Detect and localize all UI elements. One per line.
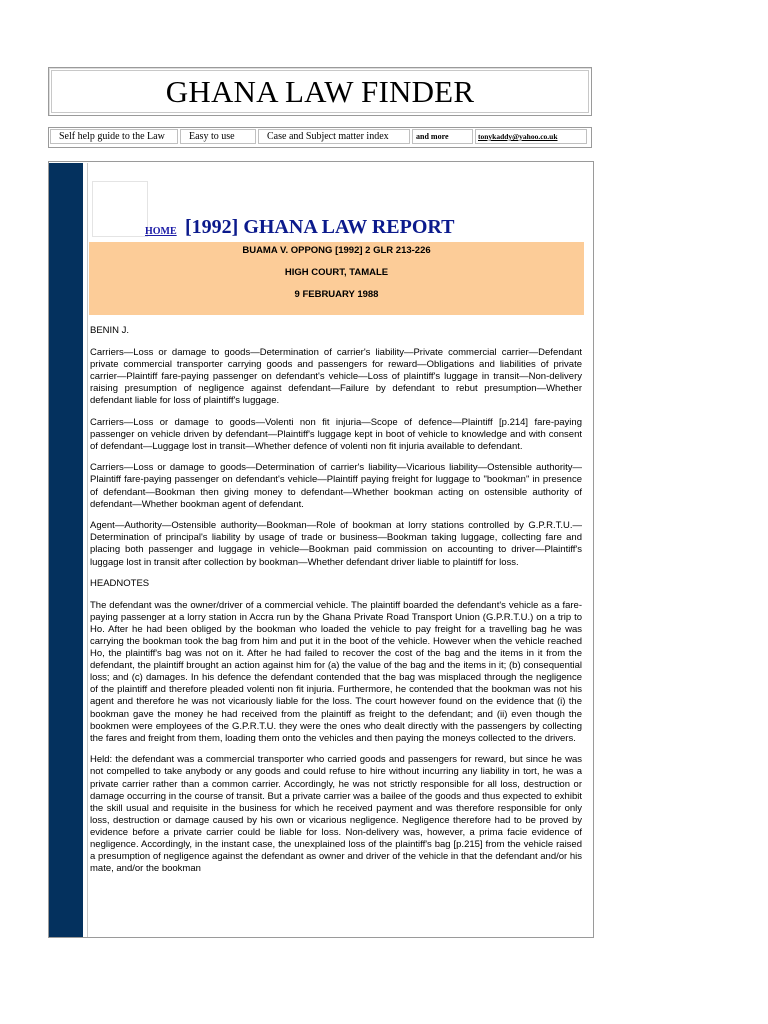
judge-name: BENIN J. — [90, 325, 130, 336]
left-sidebar — [49, 163, 83, 937]
nav-and-more[interactable]: and more — [412, 129, 473, 144]
case-header — [89, 242, 584, 315]
catchword-paragraph: Carriers—Loss or damage to goods—Determination of carrier's liability—Vicarious liability—Ostensible authority—Plaintiff fare-paying passenger on defendant's vehicle—Plaintiff paying freight for luggage to "bookman" in presence of defendant—Bookman then giving money to defendant—Whether bookman acting on ostensible authority of defendant—Whether bookman agent of defendant. — [90, 462, 582, 510]
nav-case-index[interactable]: Case and Subject matter index — [258, 129, 410, 144]
catchword-paragraph: Carriers—Loss or damage to goods—Volenti non fit injuria—Scope of defence—Plaintiff [p.214] fare-paying passenger on vehicle driven by defendant—Plaintiff's luggage kept in boot of vehicle to knowledge and with consent of defendant—Luggage lost in transit—Whether defence of volenti non fit injuria available to defendant. — [90, 416, 582, 452]
nav-bar — [48, 127, 592, 148]
catchword-paragraph: Carriers—Loss or damage to goods—Determination of carrier's liability—Private commercial carrier—Defendant private commercial transporter carrying goods and passengers for reward—Obligations and liabilities of private carrier—Plaintiff fare-paying passenger on defendant's vehicle—Loss of plaintiff's luggage in transit—Non-delivery raising presumption of negligence against defendant—Failure by defendant to rebut presumption—Whether defendant liable for loss of plaintiff's luggage. — [90, 346, 582, 406]
main-column — [87, 163, 590, 937]
catchword-paragraph: Agent—Authority—Ostensible authority—Bookman—Role of bookman at lorry stations controlled by G.P.R.T.U.—Determination of principal's liability by usage of trade or business—Bookman taking luggage, collecting fare and placing both passenger and luggage in vehicle—Bookman paid commission on accounting to driver—Plaintiff's luggage lost in transit after collection by bookman—Whether defendant driver liable to plaintiff for loss. — [90, 520, 582, 568]
nav-easy-to-use[interactable]: Easy to use — [180, 129, 256, 144]
site-title-box — [48, 67, 592, 116]
report-title: [1992] GHANA LAW REPORT — [185, 216, 455, 238]
case-court: HIGH COURT, TAMALE — [284, 267, 389, 278]
site-title: GHANA LAW FINDER — [165, 74, 475, 109]
headnotes-label: HEADNOTES — [90, 578, 150, 590]
case-date: 9 FEBRUARY 1988 — [294, 289, 379, 300]
home-link[interactable]: HOME — [145, 226, 177, 237]
nav-self-help-guide[interactable]: Self help guide to the Law — [50, 129, 178, 144]
headnote-paragraph: The defendant was the owner/driver of a commercial vehicle. The plaintiff boarded the defendant's vehicle as a fare-paying passenger at a lorry station in Accra run by the Ghana Private Road Transport Union (G.P.R.T.U.) on a trip to Ho. After he had been obliged by the bookman who loaded the vehicle to pay freight for a travelling bag he was carrying the bookman took the bag from him and put it in the boot of the vehicle. However when the vehicle reached Ho, the plaintiff's bag was not on it. After he had failed to recover the cost of the bag and the items in it from the defendant, the plaintiff brought an action against him for (a) the value of the bag and the items in it; (b) consequential loss; and (c) damages. In his defence the defendant contended that the bag was misplaced through the negligence of the plaintiff and therefore pleaded volenti non fit injuria. Furthermore, he contended that the bookman was not his agent and therefore he was not vicariously liable for the loss. The court however found on the evidence that (i) the bookman gave the money he had received from the plaintiff as freight to the defendant; and (ii) even though the bookmen were employees of the G.P.R.T.U. they were the ones who dealt directly with the passengers by collecting the fares and freight from them, loading them onto the vehicles and then paying the moneys collected to the drivers. — [90, 599, 582, 744]
content-frame — [48, 161, 594, 938]
case-citation: BUAMA V. OPPONG [1992] 2 GLR 213-226 — [242, 245, 431, 256]
nav-email-link[interactable]: tonykaddy@yahoo.co.uk — [475, 129, 587, 144]
judgment-body — [90, 325, 582, 885]
held-paragraph: Held: the defendant was a commercial transporter who carried goods and passengers for reward, but since he was not compelled to take anybody or any goods and could refuse to hire without incurring any liability in tort, he was a private carrier rather than a common carrier. Accordingly, he was not strictly responsible for all loss, destruction or damage occurring in the course of transit. But a private carrier was a bailee of the goods and thus expected to exhibit the skill usual and requisite in the business for which he received payment and was therefore responsible for only loss, destruction or damage caused by his own or vicarious negligence. Negligence therefore had to be proved by evidence before a private carrier could be liable for loss. Non-delivery was, however, a prima facie evidence of negligence. Accordingly, in the instant case, the unexplained loss of the plaintiff's bag [p.215] from the vehicle raised a presumption of negligence against the defendant as owner and driver of the vehicle in that the defendant and/or his mate, and/or the bookman — [90, 754, 582, 875]
logo-placeholder — [92, 181, 148, 237]
